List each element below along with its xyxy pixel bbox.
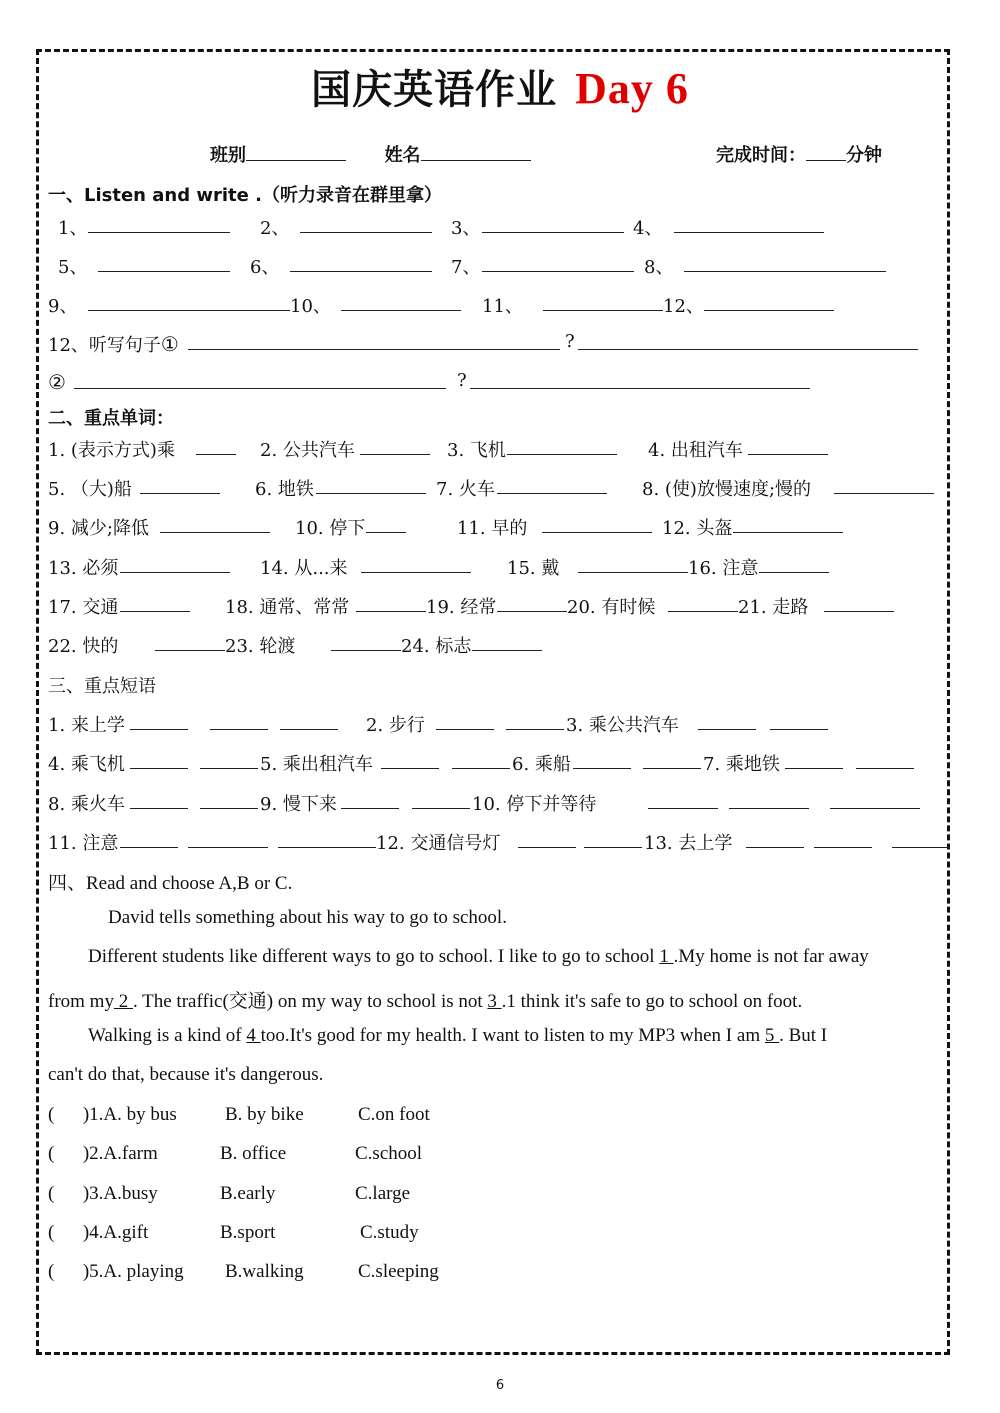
answer-blank[interactable] (160, 514, 270, 533)
answer-blank[interactable] (120, 593, 190, 612)
phrase-item: 9. 慢下来 (260, 794, 337, 815)
answer-blank[interactable] (452, 750, 510, 769)
answer-blank[interactable] (892, 829, 950, 848)
answer-blank[interactable] (361, 554, 471, 573)
answer-blank[interactable] (674, 214, 824, 233)
item-label: 5、 (58, 257, 88, 278)
passage-text: . But I (779, 1025, 828, 1046)
answer-blank[interactable] (856, 750, 914, 769)
section2-heading: 二、重点单词： (48, 408, 174, 429)
phrase-item: 5. 乘出租汽车 (260, 754, 373, 775)
sentence-blank[interactable] (470, 370, 810, 389)
section4-heading-text: 四、Read and choose A,B or C. (48, 873, 293, 894)
option-c[interactable]: C.on foot (358, 1104, 430, 1125)
answer-blank[interactable] (573, 750, 631, 769)
answer-blank[interactable] (770, 711, 828, 730)
answer-blank[interactable] (412, 790, 470, 809)
answer-blank[interactable] (830, 790, 920, 809)
answer-blank[interactable] (543, 292, 663, 311)
title-day: Day 6 (575, 64, 689, 113)
phrase-item: 13. 去上学 (644, 833, 733, 854)
answer-blank[interactable] (130, 790, 188, 809)
answer-blank[interactable] (785, 750, 843, 769)
item-label: 11、 (482, 296, 523, 317)
question-mark: ? (565, 331, 575, 352)
answer-blank[interactable] (698, 711, 756, 730)
answer-blank[interactable] (824, 593, 894, 612)
passage-intro: David tells something about his way to go to school. (108, 907, 507, 928)
dictation-label (48, 331, 179, 357)
class-field[interactable] (246, 142, 346, 161)
word-item: 2. 公共汽车 (260, 440, 355, 461)
answer-blank[interactable] (643, 750, 701, 769)
option-a[interactable]: ( )4.A.gift (48, 1222, 149, 1243)
passage-text: from my (48, 991, 114, 1012)
word-item: 8. (使)放慢速度;慢的 (642, 479, 812, 500)
answer-blank[interactable] (472, 632, 542, 651)
answer-blank[interactable] (196, 436, 236, 455)
word-item: 13. 必须 (48, 558, 119, 579)
phrase-item: 4. 乘飞机 (48, 754, 125, 775)
passage-line-4: can't do that, because it's dangerous. (48, 1064, 324, 1085)
blank-5[interactable]: 5 (764, 1025, 780, 1046)
answer-blank[interactable] (814, 829, 872, 848)
answer-blank[interactable] (280, 711, 338, 730)
dictation-text: 12、听写句子 (48, 335, 161, 356)
phrase-item: 6. 乘船 (512, 754, 571, 775)
item-label: 3、 (451, 218, 481, 239)
item-label: 9、 (48, 296, 78, 317)
word-item: 14. 从...来 (260, 558, 348, 579)
item-label: 8、 (644, 257, 674, 278)
answer-blank[interactable] (668, 593, 738, 612)
option-b[interactable]: B. by bike (225, 1104, 304, 1125)
name-field[interactable] (421, 142, 531, 161)
answer-blank[interactable] (200, 790, 258, 809)
answer-blank[interactable] (584, 829, 642, 848)
option-a[interactable]: ( )1.A. by bus (48, 1104, 177, 1125)
answer-blank[interactable] (542, 514, 652, 533)
word-item: 7. 火车 (436, 479, 495, 500)
option-b[interactable]: B.sport (220, 1222, 276, 1243)
option-c[interactable]: C.school (355, 1143, 423, 1164)
sentence-blank[interactable] (578, 331, 918, 350)
word-item: 24. 标志 (401, 636, 472, 657)
answer-blank[interactable] (729, 790, 809, 809)
word-item: 9. 减少;降低 (48, 518, 149, 539)
answer-blank[interactable] (834, 475, 934, 494)
word-item: 10. 停下 (295, 518, 366, 539)
answer-blank[interactable] (300, 214, 432, 233)
answer-blank[interactable] (88, 292, 290, 311)
section3-heading: 三、重点短语 (48, 676, 156, 697)
phrase-item: 11. 注意 (48, 833, 119, 854)
time-field[interactable] (806, 142, 846, 161)
answer-blank[interactable] (210, 711, 268, 730)
student-info-row (210, 141, 531, 167)
name-label: 姓名 (384, 145, 421, 166)
question-mark: ? (457, 370, 467, 391)
option-b[interactable]: B. office (220, 1143, 287, 1164)
phrase-item: 1. 来上学 (48, 715, 125, 736)
answer-blank[interactable] (648, 790, 718, 809)
answer-blank[interactable] (278, 829, 376, 848)
blank-3[interactable]: 3 (487, 991, 502, 1012)
answer-blank[interactable] (497, 475, 607, 494)
option-a[interactable]: ( )3.A.busy (48, 1183, 158, 1204)
passage-line-3 (88, 1025, 827, 1047)
answer-blank[interactable] (518, 829, 576, 848)
sentence-blank[interactable] (74, 370, 446, 389)
word-item: 21. 走路 (738, 597, 809, 618)
passage-text: .1 think it's safe to go to school on foot. (501, 991, 803, 1012)
word-item: 20. 有时候 (567, 597, 656, 618)
word-item: 12. 头盔 (662, 518, 733, 539)
answer-blank[interactable] (120, 829, 178, 848)
phrase-item: 3. 乘公共汽车 (566, 715, 679, 736)
page-title (0, 58, 1000, 115)
time-unit: 分钟 (846, 145, 882, 166)
answer-blank[interactable] (507, 436, 617, 455)
answer-blank[interactable] (684, 253, 886, 272)
word-item: 1. (表示方式)乘 (48, 440, 175, 461)
word-item: 4. 出租汽车 (648, 440, 743, 461)
answer-blank[interactable] (356, 593, 426, 612)
passage-line-1 (88, 946, 869, 968)
passage-text: .My home is not far away (673, 946, 869, 967)
answer-blank[interactable] (200, 750, 258, 769)
sentence-blank[interactable] (188, 331, 560, 350)
answer-blank[interactable] (331, 632, 401, 651)
answer-blank[interactable] (506, 711, 564, 730)
title-chinese: 国庆英语作业 (311, 67, 558, 113)
time-label: 完成时间： (716, 145, 806, 166)
page-number: 6 (495, 1378, 505, 1393)
answer-blank[interactable] (759, 554, 829, 573)
phrase-item: 2. 步行 (366, 715, 425, 736)
answer-blank[interactable] (88, 214, 230, 233)
answer-blank[interactable] (98, 253, 230, 272)
passage-text: . The traffic(交通) on my way to school is not (132, 991, 488, 1012)
option-c[interactable]: C.sleeping (358, 1261, 439, 1282)
word-item: 3. 飞机 (447, 440, 506, 461)
phrase-item: 8. 乘火车 (48, 794, 125, 815)
section1-heading: 一、Listen and write .（听力录音在群里拿） (48, 185, 442, 206)
blank-4[interactable]: 4 (246, 1025, 261, 1046)
word-item: 6. 地铁 (255, 479, 314, 500)
passage-text: Walking is a kind of (88, 1025, 247, 1046)
passage-text: Different students like different ways to go to school. I like to go to school (88, 946, 660, 967)
answer-blank[interactable] (482, 214, 624, 233)
blank-1[interactable]: 1 (659, 946, 674, 967)
answer-blank[interactable] (316, 475, 426, 494)
word-item: 17. 交通 (48, 597, 119, 618)
item-label: 4、 (633, 218, 663, 239)
option-a[interactable]: ( )5.A. playing (48, 1261, 184, 1282)
answer-blank[interactable] (482, 253, 634, 272)
answer-blank[interactable] (748, 436, 828, 455)
item-label: 1、 (58, 218, 88, 239)
item-label: 7、 (451, 257, 481, 278)
passage-text: too.It's good for my health. I want to listen to my MP3 when I am (260, 1025, 765, 1046)
option-b[interactable]: B.early (220, 1183, 276, 1204)
option-a[interactable]: ( )2.A.farm (48, 1143, 158, 1164)
item-label: 6、 (250, 257, 280, 278)
answer-blank[interactable] (130, 711, 188, 730)
circle-2: ② (48, 370, 66, 394)
phrase-item: 7. 乘地铁 (703, 754, 780, 775)
answer-blank[interactable] (381, 750, 439, 769)
word-item: 16. 注意 (688, 558, 759, 579)
phrase-item: 10. 停下并等待 (472, 794, 597, 815)
blank-2[interactable]: 2 (113, 991, 133, 1012)
answer-blank[interactable] (290, 253, 432, 272)
item-label: 12、 (663, 296, 704, 317)
option-c[interactable]: C.large (355, 1183, 411, 1204)
answer-blank[interactable] (436, 711, 494, 730)
dashed-border-frame (36, 49, 950, 1355)
word-item: 5. （大)船 (48, 479, 132, 500)
answer-blank[interactable] (366, 514, 406, 533)
passage-line-2 (48, 986, 802, 1013)
answer-blank[interactable] (360, 436, 430, 455)
word-item: 22. 快的 (48, 636, 119, 657)
item-label: 2、 (260, 218, 290, 239)
answer-blank[interactable] (188, 829, 268, 848)
answer-blank[interactable] (130, 750, 188, 769)
class-label: 班别 (210, 145, 246, 166)
answer-blank[interactable] (341, 292, 461, 311)
answer-blank[interactable] (733, 514, 843, 533)
time-row (716, 141, 882, 167)
item-label: 10、 (290, 296, 331, 317)
word-item: 11. 早的 (457, 518, 528, 539)
word-item: 15. 戴 (507, 558, 560, 579)
answer-blank[interactable] (746, 829, 804, 848)
word-item: 18. 通常、常常 (225, 597, 350, 618)
answer-blank[interactable] (341, 790, 399, 809)
answer-blank[interactable] (497, 593, 567, 612)
option-c[interactable]: C.study (360, 1222, 419, 1243)
word-item: 23. 轮渡 (225, 636, 296, 657)
answer-blank[interactable] (155, 632, 225, 651)
answer-blank[interactable] (578, 554, 688, 573)
section4-heading (48, 868, 292, 895)
answer-blank[interactable] (704, 292, 834, 311)
answer-blank[interactable] (120, 554, 230, 573)
option-b[interactable]: B.walking (225, 1261, 304, 1282)
answer-blank[interactable] (140, 475, 220, 494)
circle-1: ① (160, 332, 179, 356)
word-item: 19. 经常 (426, 597, 497, 618)
phrase-item: 12. 交通信号灯 (376, 833, 501, 854)
